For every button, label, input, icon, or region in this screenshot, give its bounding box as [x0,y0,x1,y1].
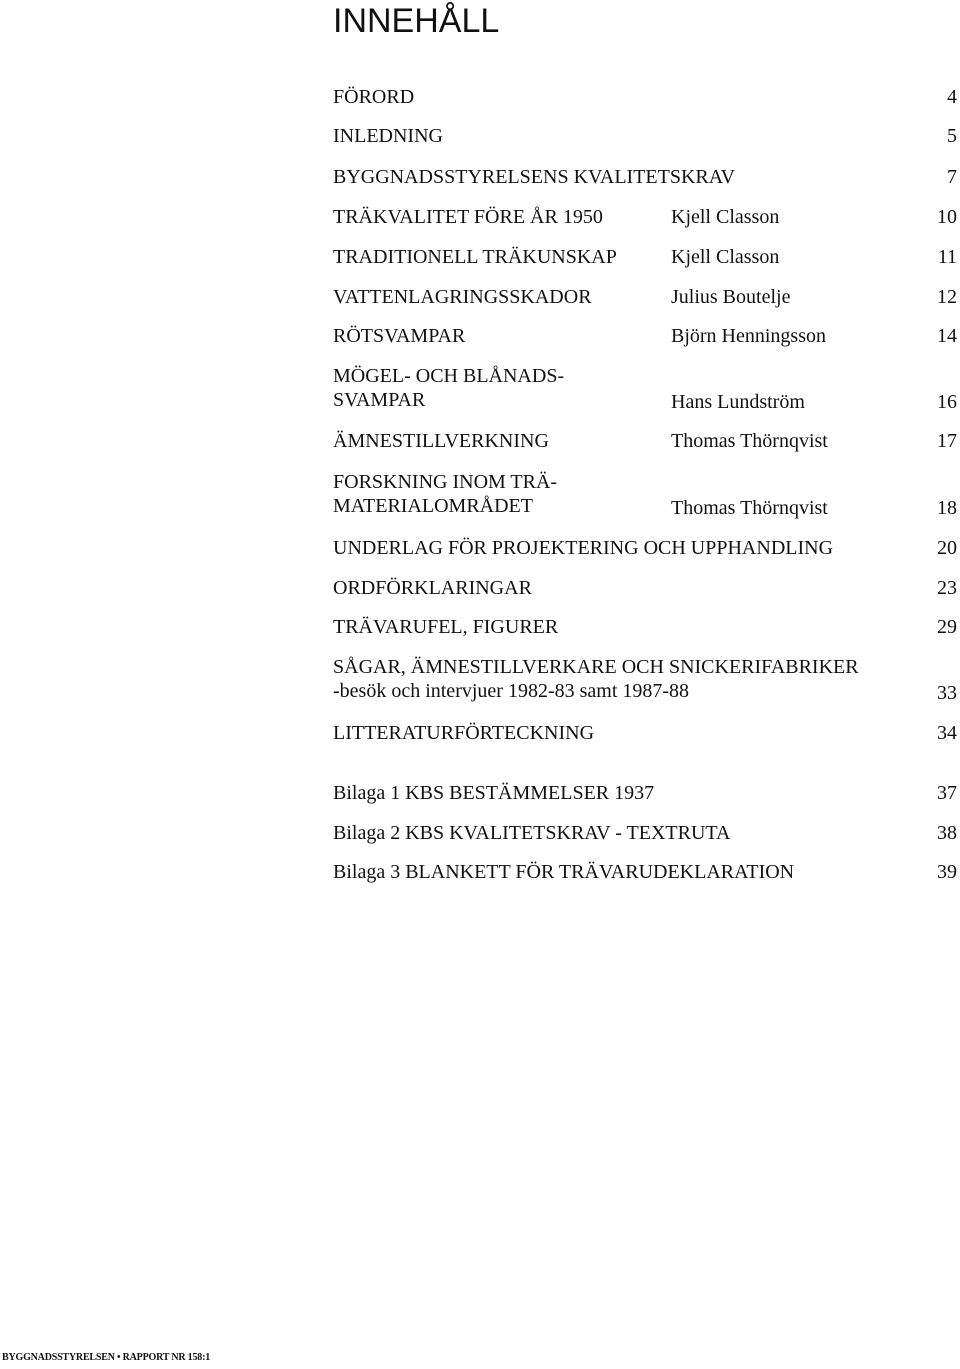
toc-entry-page: 39 [937,861,957,883]
toc-entry-page: 12 [937,286,957,308]
toc-entry [333,364,957,414]
toc-entry [333,721,957,745]
toc-entry-title: ORDFÖRKLARINGAR [333,577,532,599]
toc-entry-page: 29 [937,616,957,638]
toc-entry-page: 16 [937,391,957,413]
toc-entry-author: Björn Henningsson [671,325,826,347]
toc-entry-title: BYGGNADSSTYRELSENS KVALITETSKRAV [333,166,736,188]
toc-entry-page: 34 [937,722,957,744]
toc-entry-title: INLEDNING [333,125,443,147]
toc-entry-title: RÖTSVAMPAR [333,325,466,347]
toc-entry-title: LITTERATURFÖRTECKNING [333,722,595,744]
toc-entry-title: UNDERLAG FÖR PROJEKTERING OCH UPPHANDLING [333,537,834,559]
toc-entry-author: Thomas Thörnqvist [671,430,828,452]
toc-entry-title: VATTENLAGRINGSSKADOR [333,286,592,308]
toc-entry-title: FÖRORD [333,86,415,108]
toc-entry-page: 4 [947,86,957,108]
toc-entry-author: Kjell Classon [671,206,780,228]
toc-entry-page: 14 [937,325,957,347]
toc-entry-title-continued: MATERIALOMRÅDET [333,495,533,517]
toc-entry [333,821,957,845]
toc-entry-title: TRÄVARUFEL, FIGURER [333,616,559,638]
toc-entry-title: Bilaga 3 BLANKETT FÖR TRÄVARUDEKLARATION [333,861,795,883]
toc-entry-title: MÖGEL- OCH BLÅNADS- [333,365,565,387]
toc-entry-page: 7 [947,166,957,188]
toc-entry [333,324,957,348]
toc-entry-page: 38 [937,822,957,844]
toc-entry-page: 20 [937,537,957,559]
toc-entry [333,536,957,560]
toc-entry [333,85,957,109]
toc-entry [333,124,957,148]
toc-entry-page: 33 [937,682,957,704]
toc-entry [333,429,957,453]
toc-entry-author: Hans Lundström [671,391,805,413]
toc-entry [333,860,957,884]
toc-entry [333,615,957,639]
toc-entry-title-continued: SVAMPAR [333,389,426,411]
toc-entry [333,470,957,520]
toc-entry [333,165,957,189]
toc-entry-title: TRÄKVALITET FÖRE ÅR 1950 [333,206,603,228]
toc-entry-author: Thomas Thörnqvist [671,497,828,519]
toc-entry-page: 17 [937,430,957,452]
toc-entry-author: Kjell Classon [671,246,780,268]
toc-entry-page: 10 [937,206,957,228]
toc-entry-page: 23 [937,577,957,599]
toc-entry-title: TRADITIONELL TRÄKUNSKAP [333,246,617,268]
toc-entry-page: 37 [937,782,957,804]
toc-entry-title: ÄMNESTILLVERKNING [333,430,549,452]
toc-entry-page: 11 [937,246,957,268]
toc-entry [333,781,957,805]
toc-entry [333,205,957,229]
toc-entry-page: 5 [947,125,957,147]
toc-entry-author: Julius Boutelje [671,286,791,308]
toc-entry-title: SÅGAR, ÄMNESTILLVERKARE OCH SNICKERIFABRIKER [333,656,859,678]
toc-entry [333,285,957,309]
toc-entry-title: FORSKNING INOM TRÄ- [333,471,558,493]
toc-entry [333,655,957,705]
toc-entry [333,245,957,269]
page-title: INNEHÅLL [333,2,500,40]
report-footer: BYGGNADSSTYRELSEN • RAPPORT NR 158:1 [2,1352,211,1363]
toc-entry-title: Bilaga 1 KBS BESTÄMMELSER 1937 [333,782,655,804]
toc-entry-title-continued: -besök och intervjuer 1982-83 samt 1987-88 [333,680,690,702]
toc-entry [333,576,957,600]
toc-entry-page: 18 [937,497,957,519]
toc-entry-title: Bilaga 2 KBS KVALITETSKRAV - TEXTRUTA [333,822,731,844]
